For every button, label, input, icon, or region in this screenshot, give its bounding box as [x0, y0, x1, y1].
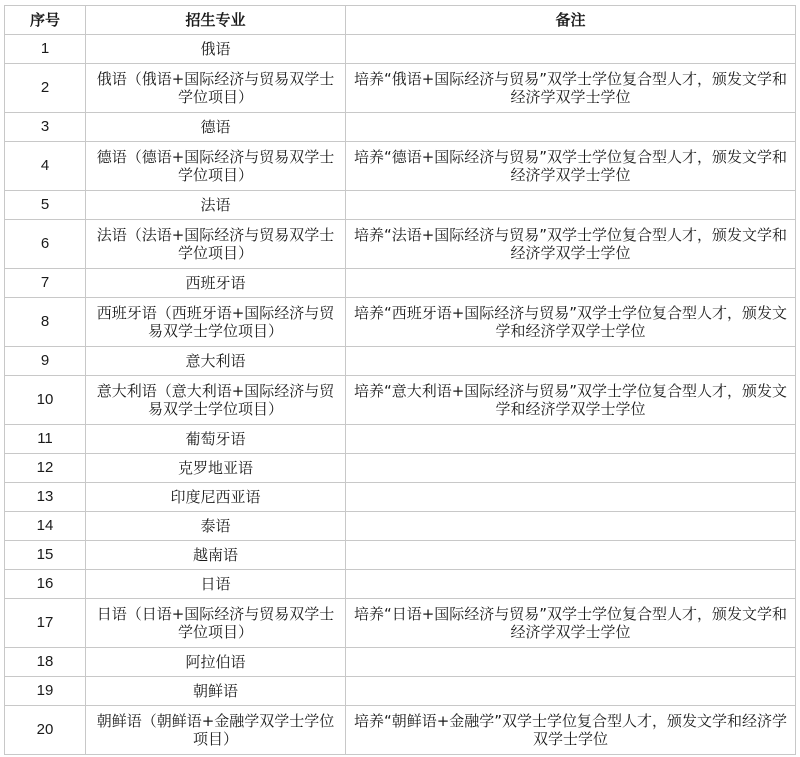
row-note: [346, 541, 796, 570]
row-note: [346, 425, 796, 454]
row-index: 5: [5, 191, 86, 220]
table-row: [5, 454, 796, 483]
row-note: [346, 347, 796, 376]
table-row: [5, 425, 796, 454]
row-note: [346, 483, 796, 512]
row-note: [346, 113, 796, 142]
row-major: 越南语: [86, 541, 346, 570]
majors-table: [4, 5, 796, 755]
row-major: 阿拉伯语: [86, 648, 346, 677]
row-major: 泰语: [86, 512, 346, 541]
table-body: [5, 35, 796, 755]
row-index: 10: [5, 376, 86, 425]
table-row: [5, 599, 796, 648]
table-row: [5, 64, 796, 113]
table-row: [5, 220, 796, 269]
row-index: 14: [5, 512, 86, 541]
row-note: [346, 191, 796, 220]
row-major: 法语（法语+国际经济与贸易双学士学位项目）: [86, 220, 346, 269]
table-row: [5, 298, 796, 347]
row-index: 17: [5, 599, 86, 648]
row-note: [346, 677, 796, 706]
table-row: [5, 113, 796, 142]
row-note: [346, 35, 796, 64]
row-note: 培养“意大利语+国际经济与贸易”双学士学位复合型人才，颁发文学和经济学双学士学位: [346, 376, 796, 425]
row-note: 培养“日语+国际经济与贸易”双学士学位复合型人才，颁发文学和经济学双学士学位: [346, 599, 796, 648]
table-header: [5, 6, 796, 35]
row-index: 9: [5, 347, 86, 376]
row-major: 西班牙语（西班牙语+国际经济与贸易双学士学位项目）: [86, 298, 346, 347]
table-row: [5, 376, 796, 425]
row-major: 法语: [86, 191, 346, 220]
row-note: [346, 269, 796, 298]
row-index: 20: [5, 706, 86, 755]
row-index: 3: [5, 113, 86, 142]
row-index: 15: [5, 541, 86, 570]
row-index: 4: [5, 142, 86, 191]
row-note: [346, 512, 796, 541]
table-row: [5, 512, 796, 541]
table-row: [5, 648, 796, 677]
table-row: [5, 541, 796, 570]
row-note: 培养“法语+国际经济与贸易”双学士学位复合型人才，颁发文学和经济学双学士学位: [346, 220, 796, 269]
row-major: 印度尼西亚语: [86, 483, 346, 512]
row-index: 13: [5, 483, 86, 512]
row-major: 葡萄牙语: [86, 425, 346, 454]
table-row: [5, 347, 796, 376]
table-row: [5, 483, 796, 512]
row-major: 西班牙语: [86, 269, 346, 298]
row-note: [346, 454, 796, 483]
row-index: 19: [5, 677, 86, 706]
row-major: 日语（日语+国际经济与贸易双学士学位项目）: [86, 599, 346, 648]
row-index: 6: [5, 220, 86, 269]
header-note: 备注: [346, 6, 796, 35]
table-row: [5, 269, 796, 298]
table-row: [5, 142, 796, 191]
table-row: [5, 570, 796, 599]
row-major: 克罗地亚语: [86, 454, 346, 483]
row-major: 日语: [86, 570, 346, 599]
header-major: 招生专业: [86, 6, 346, 35]
table-row: [5, 677, 796, 706]
row-major: 意大利语: [86, 347, 346, 376]
row-note: 培养“俄语+国际经济与贸易”双学士学位复合型人才，颁发文学和经济学双学士学位: [346, 64, 796, 113]
row-index: 12: [5, 454, 86, 483]
row-note: 培养“德语+国际经济与贸易”双学士学位复合型人才，颁发文学和经济学双学士学位: [346, 142, 796, 191]
row-major: 俄语: [86, 35, 346, 64]
row-index: 11: [5, 425, 86, 454]
row-major: 德语（德语+国际经济与贸易双学士学位项目）: [86, 142, 346, 191]
table-row: [5, 35, 796, 64]
row-note: 培养“西班牙语+国际经济与贸易”双学士学位复合型人才，颁发文学和经济学双学士学位: [346, 298, 796, 347]
row-index: 8: [5, 298, 86, 347]
row-index: 2: [5, 64, 86, 113]
row-index: 16: [5, 570, 86, 599]
row-note: [346, 648, 796, 677]
table-row: [5, 706, 796, 755]
row-major: 朝鲜语（朝鲜语+金融学双学士学位项目）: [86, 706, 346, 755]
row-index: 7: [5, 269, 86, 298]
header-row: [5, 6, 796, 35]
row-major: 意大利语（意大利语+国际经济与贸易双学士学位项目）: [86, 376, 346, 425]
row-note: 培养“朝鲜语+金融学”双学士学位复合型人才，颁发文学和经济学双学士学位: [346, 706, 796, 755]
table-row: [5, 191, 796, 220]
row-index: 18: [5, 648, 86, 677]
header-index: 序号: [5, 6, 86, 35]
row-major: 朝鲜语: [86, 677, 346, 706]
row-index: 1: [5, 35, 86, 64]
row-major: 德语: [86, 113, 346, 142]
row-note: [346, 570, 796, 599]
row-major: 俄语（俄语+国际经济与贸易双学士学位项目）: [86, 64, 346, 113]
